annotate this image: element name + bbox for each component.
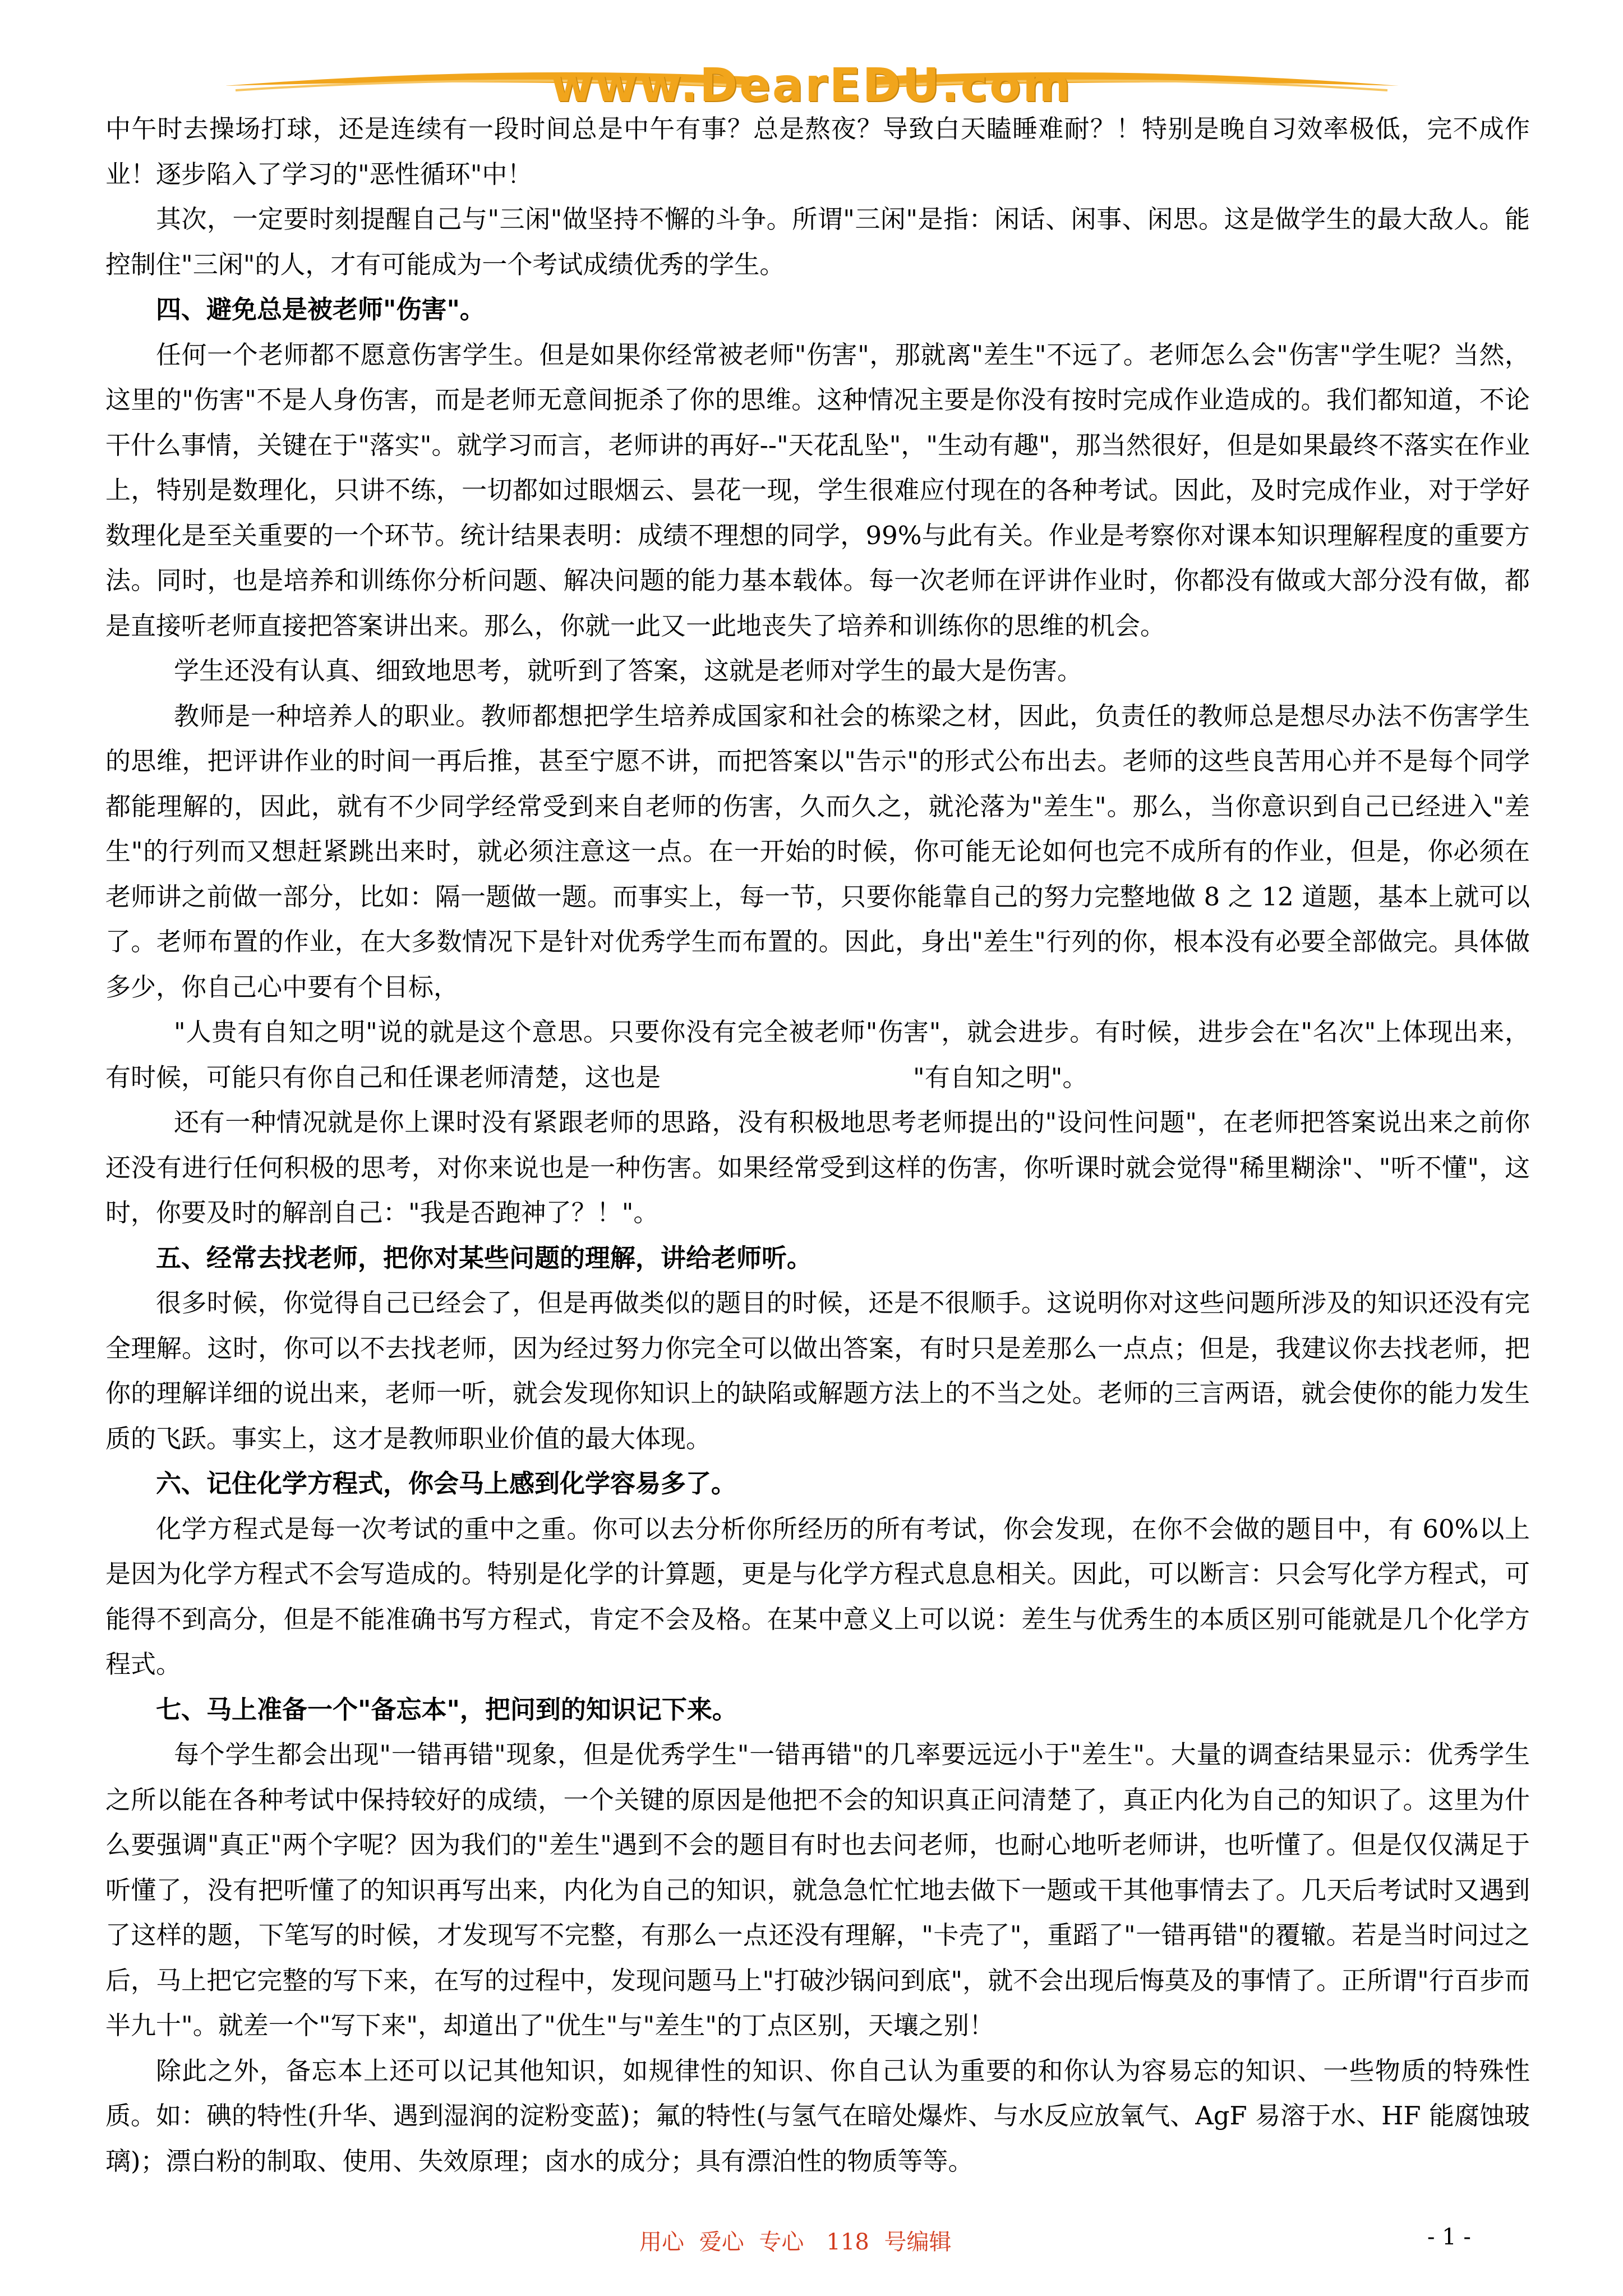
- paragraph-repeat-mistakes: 每个学生都会出现"一错再错"现象，但是优秀学生"一错再错"的几率要远远小于"差生"。大量的调查结果显示：优秀学生之所以能在各种考试中保持较好的成绩，一个关键的原因是他把不会的知识真正问清楚了，真正内化为自己的知识了。这里为什么要强调"真正"两个字呢？因为我们的"差生"遇到不会的题目有时也去问老师，也耐心地听老师讲，也听懂了。但是仅仅满足于听懂了，没有把听懂了的知识再写出来，内化为自己的知识，就急急忙忙地去做下一题或干其他事情去了。几天后考试时又遇到了这样的题，下笔写的时候，才发现写不完整，有那么一点还没有理解，"卡壳了"，重蹈了"一错再错"的覆辙。若是当时问过之后，马上把它完整的写下来，在写的过程中，发现问题马上"打破沙锅问到底"，就不会出现后悔莫及的事情了。正所谓"行百步而半九十"。就差一个"写下来"，却道出了"优生"与"差生"的丁点区别，天壤之别！: [105, 1740, 1530, 2040]
- site-title[interactable]: www.DearEDU.com: [551, 59, 1072, 112]
- paragraph-notebook-contents: 除此之外，备忘本上还可以记其他知识，如规律性的知识、你自己认为重要的和你认为容易忘的知识、一些物质的特殊性质。如：碘的特性(升华、遇到湿润的淀粉变蓝)；氟的特性(与氢气在暗处爆炸、与水反应放氧气、AgF 易溶于水、HF 能腐蚀玻璃)；漂白粉的制取、使用、失效原理；卤水的成分；具有漂泊性的物质等等。: [105, 2055, 1530, 2176]
- section-heading-7: 七、马上准备一个"备忘本"，把问到的知识记下来。: [156, 1694, 737, 1724]
- paragraph-continuation: 中午时去操场打球，还是连续有一段时间总是中午有事？总是熬夜？导致白天瞌睡难耐？！特别是晚自习效率极低，完不成作业！逐步陷入了学习的"恶性循环"中！: [105, 114, 1530, 189]
- paragraph-chemical-equations: 化学方程式是每一次考试的重中之重。你可以去分析你所经历的所有考试，你会发现，在你不会做的题目中，有 60%以上是因为化学方程式不会写造成的。特别是化学的计算题，更是与化学方程式息息相关。因此，可以断言：只会写化学方程式，可能得不到高分，但是不能准确书写方程式，肯定不会及格。在某中意义上可以说：差生与优秀生的本质区别可能就是几个化学方程式。: [105, 1513, 1530, 1679]
- paragraph-self-knowledge: "人贵有自知之明"说的就是这个意思。只要你没有完全被老师"伤害"，就会进步。有时候，进步会在"名次"上体现出来，有时候，可能只有你自己和任课老师清楚，这也是 "有自知之明"。: [105, 1017, 1530, 1092]
- footer-editor-note: 用心 爱心 专心 118 号编辑: [639, 2229, 952, 2255]
- document-body: [105, 107, 1530, 2184]
- section-heading-6: 六、记住化学方程式，你会马上感到化学容易多了。: [156, 1469, 737, 1498]
- paragraph-homework: 任何一个老师都不愿意伤害学生。但是如果你经常被老师"伤害"，那就离"差生"不远了。老师怎么会"伤害"学生呢？当然，这里的"伤害"不是人身伤害，而是老师无意间扼杀了你的思维。这种情况主要是你没有按时完成作业造成的。我们都知道，不论干什么事情，关键在于"落实"。就学习而言，老师讲的再好--"天花乱坠"，"生动有趣"，那当然很好，但是如果最终不落实在作业上，特别是数理化，只讲不练，一切都如过眼烟云、昙花一现，学生很难应付现在的各种考试。因此，及时完成作业，对于学好数理化是至关重要的一个环节。统计结果表明：成绩不理想的同学，99%与此有关。作业是考察你对课本知识理解程度的重要方法。同时，也是培养和训练你分析问题、解决问题的能力基本载体。每一次老师在评讲作业时，你都没有做或大部分没有做，都是直接听老师直接把答案讲出来。那么，你就一此又一此地丧失了培养和训练你的思维的机会。: [105, 339, 1530, 641]
- section-heading-4: 四、避免总是被老师"伤害"。: [156, 295, 485, 324]
- page-number: - 1 -: [1427, 2224, 1471, 2250]
- paragraph-greatest-harm: 学生还没有认真、细致地思考，就听到了答案，这就是老师对学生的最大是伤害。: [174, 656, 1083, 685]
- paragraph-teacher-profession: 教师是一种培养人的职业。教师都想把学生培养成国家和社会的栋梁之材，因此，负责任的教师总是想尽办法不伤害学生的思维，把评讲作业的时间一再后推，甚至宁愿不讲，而把答案以"告示"的形式公布出去。老师的这些良苦用心并不是每个同学都能理解的，因此，就有不少同学经常受到来自老师的伤害，久而久之，就沦落为"差生"。那么，当你意识到自己已经进入"差生"的行列而又想赶紧跳出来时，就必须注意这一点。在一开始的时候，你可能无论如何也完不成所有的作业，但是，你必须在老师讲之前做一部分，比如：隔一题做一题。而事实上，每一节，只要你能靠自己的努力完整地做 8 之 12 道题，基本上就可以了。老师布置的作业，在大多数情况下是针对优秀学生而布置的。因此，身出"差生"行列的你，根本没有必要全部做完。具体做多少，你自己心中要有个目标，: [105, 701, 1530, 1002]
- paragraph-explain-to-teacher: 很多时候，你觉得自己已经会了，但是再做类似的题目的时候，还是不很顺手。这说明你对这些问题所涉及的知识还没有完全理解。这时，你可以不去找老师，因为经过努力你完全可以做出答案，有时只是差那么一点点；但是，我建议你去找老师，把你的理解详细的说出来，老师一听，就会发现你知识上的缺陷或解题方法上的不当之处。老师的三言两语，就会使你的能力发生质的飞跃。事实上，这才是教师职业价值的最大体现。: [105, 1288, 1530, 1453]
- section-heading-5: 五、经常去找老师，把你对某些问题的理解，讲给老师听。: [156, 1243, 813, 1273]
- paragraph-class-attention: 还有一种情况就是你上课时没有紧跟老师的思路，没有积极地思考老师提出的"设问性问题"，在老师把答案说出来之前你还没有进行任何积极的思考，对你来说也是一种伤害。如果经常受到这样的伤害，你听课时就会觉得"稀里糊涂"、"听不懂"，这时，你要及时的解剖自己："我是否跑神了？！"。: [105, 1107, 1530, 1227]
- paragraph-three-idles: 其次，一定要时刻提醒自己与"三闲"做坚持不懈的斗争。所谓"三闲"是指：闲话、闲事、闲思。这是做学生的最大敌人。能控制住"三闲"的人，才有可能成为一个考试成绩优秀的学生。: [105, 204, 1530, 279]
